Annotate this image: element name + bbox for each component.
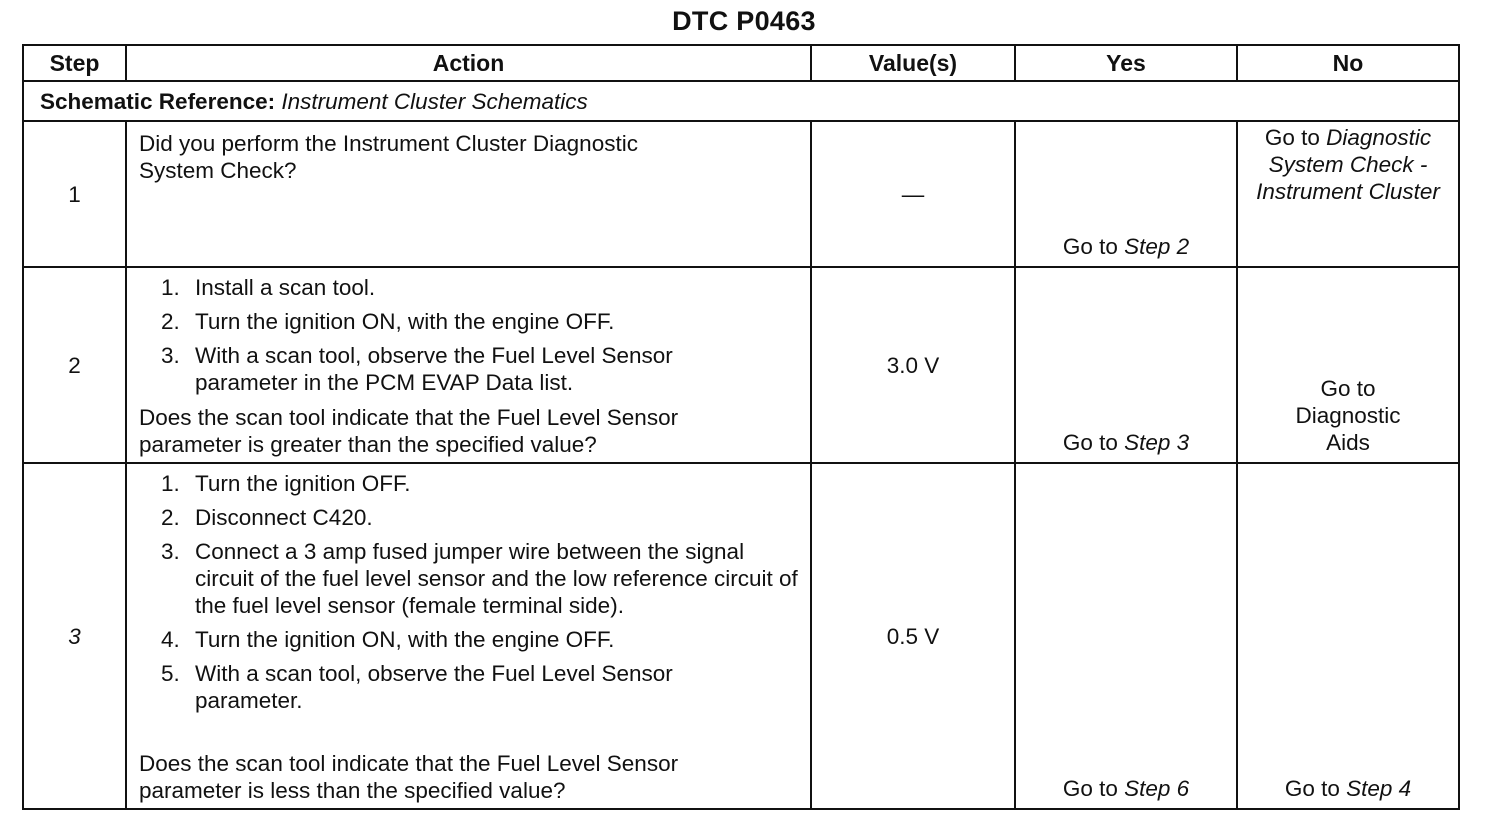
action-step [161,274,802,301]
step-text: Turn the ignition ON, with the engine OFF. [195,309,615,334]
schematic-reference [23,81,1459,121]
action-cell [126,267,811,463]
action-step [161,470,802,497]
table-row [23,463,1459,809]
table-row [23,267,1459,463]
no-prefix: Go to [1284,776,1347,801]
step-num: 1. [161,275,180,300]
yes-cell [1015,463,1237,809]
no-link[interactable]: Go to Diagnostic Aids [1295,376,1401,455]
action-step [161,626,802,653]
yes-step-ref[interactable]: Step 3 [1124,430,1190,455]
step-text: Install a scan tool. [195,275,376,300]
step-text: Turn the ignition OFF. [195,471,411,496]
action-step [161,308,802,335]
step-num: 1. [161,471,180,496]
yes-step-ref[interactable]: Step 2 [1124,234,1190,259]
step-number: 2 [23,267,126,463]
yes-prefix: Go to [1062,776,1125,801]
yes-prefix: Go to [1062,234,1125,259]
step-text: With a scan tool, observe the Fuel Level Sensor parameter. [195,661,673,713]
no-cell [1237,121,1459,267]
value-cell: 0.5 V [811,463,1015,809]
value-cell: 3.0 V [811,267,1015,463]
no-cell [1237,463,1459,809]
no-cell [1237,267,1459,463]
action-cell [126,121,811,267]
yes-link[interactable] [1016,233,1236,260]
schematic-reference-link[interactable]: Instrument Cluster Schematics [281,88,588,114]
no-link[interactable] [1238,775,1458,802]
step-num: 4. [161,627,180,652]
yes-cell [1015,267,1237,463]
header-values: Value(s) [811,45,1015,81]
yes-step-ref[interactable]: Step 6 [1124,776,1190,801]
yes-prefix: Go to [1062,430,1125,455]
step-num: 5. [161,661,180,686]
schematic-reference-label: Schematic Reference: [40,88,276,114]
action-step [161,504,802,531]
step-number: 3 [23,463,126,809]
document-title: DTC P0463 [672,6,816,36]
yes-cell [1015,121,1237,267]
value-cell: — [811,121,1015,267]
action-text: Did you perform the Instrument Cluster Diagnostic System Check? [139,131,638,183]
step-text: Connect a 3 amp fused jumper wire between the signal circuit of the fuel level sensor and the low reference circuit of the fuel level sensor (female terminal side). [195,539,798,618]
header-yes: Yes [1015,45,1237,81]
action-step [161,660,802,714]
diagnostic-table [22,44,1460,810]
no-step-ref[interactable]: Diagnostic System Check - Instrument Cluster [1256,125,1440,204]
yes-link[interactable] [1016,429,1236,456]
step-text: With a scan tool, observe the Fuel Level Sensor parameter in the PCM EVAP Data list. [195,343,673,395]
no-step-ref[interactable]: Step 4 [1346,776,1412,801]
header-row [23,45,1459,81]
step-text: Turn the ignition ON, with the engine OFF. [195,627,615,652]
no-prefix: Go to [1264,125,1327,150]
question-text: Does the scan tool indicate that the Fuel Level Sensor parameter is greater than the specified value? [139,405,679,457]
question-text: Does the scan tool indicate that the Fuel Level Sensor parameter is less than the specified value? [139,751,679,803]
action-steps [139,470,802,714]
step-text: Disconnect C420. [195,505,373,530]
header-no: No [1237,45,1459,81]
step-num: 3. [161,343,180,368]
action-step [161,342,802,396]
action-step [161,538,802,619]
step-num: 2. [161,309,180,334]
step-number: 1 [23,121,126,267]
action-steps [139,274,802,396]
header-action: Action [126,45,811,81]
yes-link[interactable] [1016,775,1236,802]
no-link[interactable] [1238,122,1458,205]
step-num: 2. [161,505,180,530]
schematic-reference-row [23,81,1459,121]
table-row [23,121,1459,267]
header-step: Step [23,45,126,81]
action-cell [126,463,811,809]
step-num: 3. [161,539,180,564]
